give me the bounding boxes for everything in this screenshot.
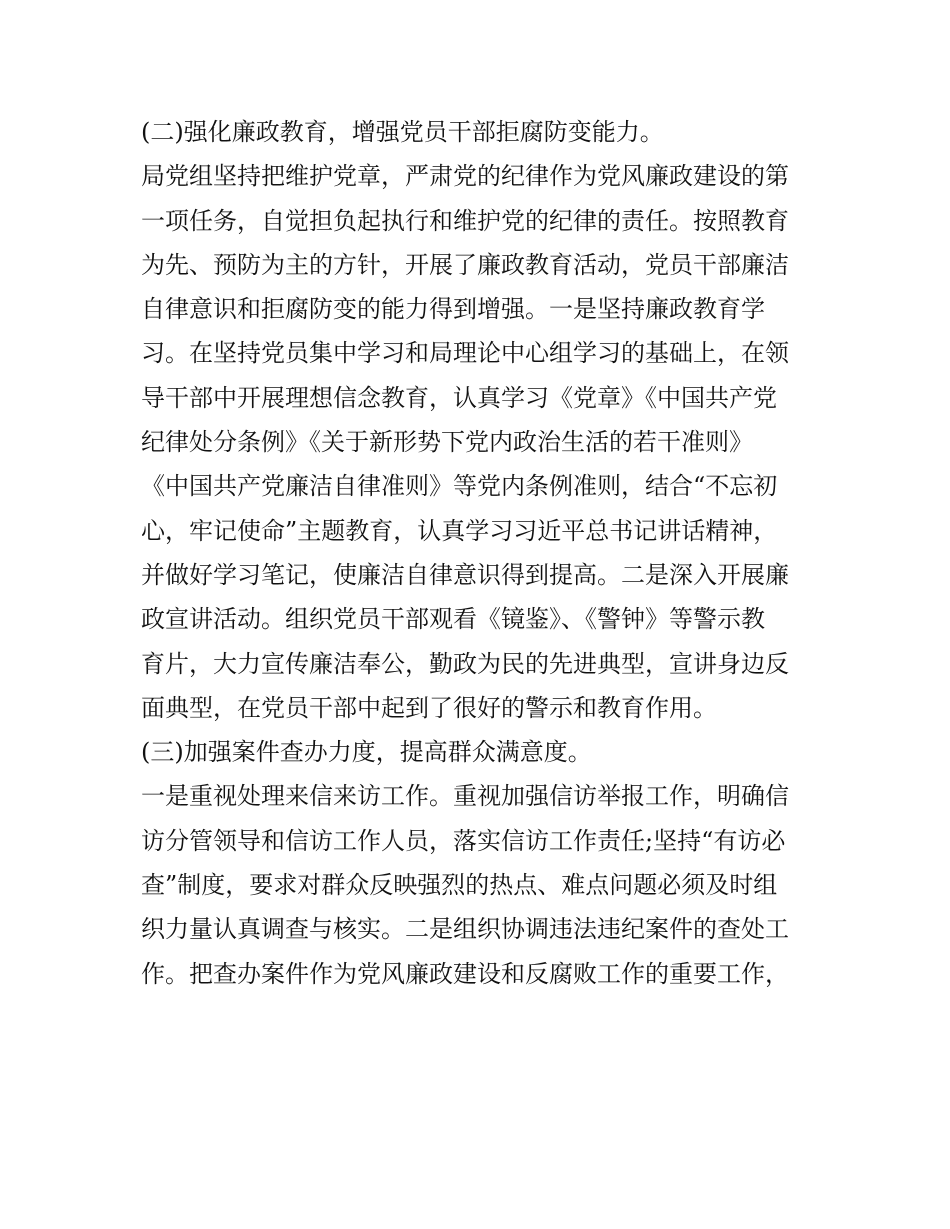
document-body xyxy=(141,110,821,996)
paragraph-line: 面典型，在党员干部中起到了很好的警示和教育作用。 xyxy=(141,693,717,722)
paragraph-line: 作。把查办案件作为党风廉政建设和反腐败工作的重要工作， xyxy=(141,959,789,988)
paragraph-line: 习。在坚持党员集中学习和局理论中心组学习的基础上，在领 xyxy=(141,339,789,368)
paragraph-line: 育片，大力宣传廉洁奉公，勤政为民的先进典型，宣讲身边反 xyxy=(141,649,789,678)
paragraph-line: 自律意识和拒腐防变的能力得到增强。一是坚持廉政教育学 xyxy=(141,295,765,324)
paragraph-line: 纪律处分条例》《关于新形势下党内政治生活的若干准则》 xyxy=(141,428,753,457)
paragraph-line: 《中国共产党廉洁自律准则》等党内条例准则，结合“不忘初 xyxy=(141,472,778,501)
paragraph-line: 访分管领导和信访工作人员，落实信访工作责任;坚持“有访必 xyxy=(141,826,786,855)
paragraph-line: 局党组坚持把维护党章，严肃党的纪律作为党风廉政建设的第 xyxy=(141,162,789,191)
paragraph-line: 查”制度，要求对群众反映强烈的热点、难点问题必须及时组 xyxy=(141,871,778,900)
paragraph-line: 一项任务，自觉担负起执行和维护党的纪律的责任。按照教育 xyxy=(141,206,789,235)
paragraph-line: 一是重视处理来信来访工作。重视加强信访举报工作，明确信 xyxy=(141,782,789,811)
paragraph-line: 织力量认真调查与核实。二是组织协调违法违纪案件的查处工 xyxy=(141,915,789,944)
paragraph-line: 导干部中开展理想信念教育，认真学习《党章》《中国共产党 xyxy=(141,383,777,412)
paragraph-line: 政宣讲活动。组织党员干部观看《镜鉴》、《警钟》等警示教 xyxy=(141,605,765,634)
paragraph-line: 为先、预防为主的方针，开展了廉政教育活动，党员干部廉洁 xyxy=(141,250,789,279)
section-heading-2: (二)强化廉政教育，增强党员干部拒腐防变能力。 xyxy=(141,118,664,146)
paragraph-line: 心，牢记使命”主题教育，认真学习习近平总书记讲话精神， xyxy=(141,516,778,545)
section-heading-3: (三)加强案件查办力度，提高群众满意度。 xyxy=(141,738,592,767)
paragraph-line: 并做好学习笔记，使廉洁自律意识得到提高。二是深入开展廉 xyxy=(141,560,789,589)
